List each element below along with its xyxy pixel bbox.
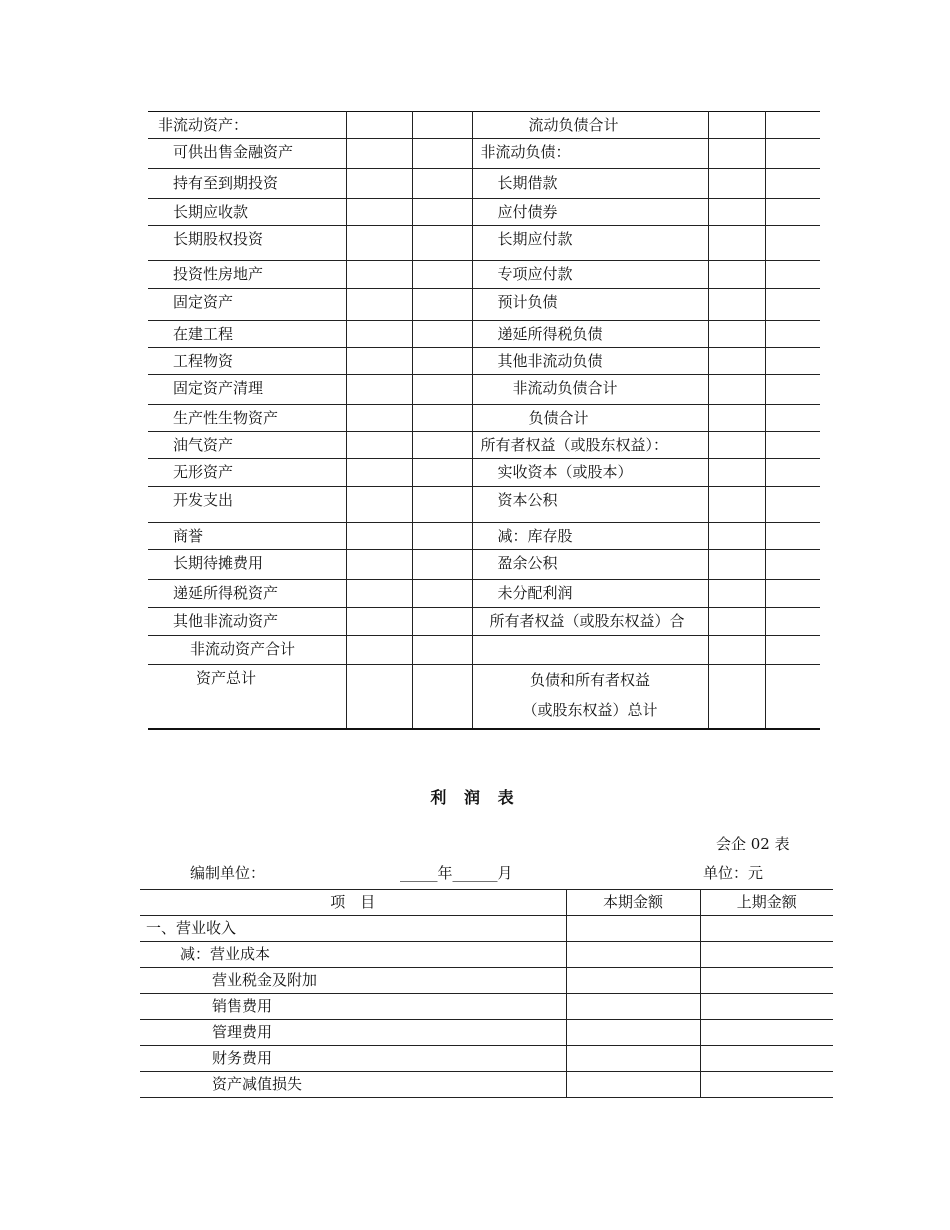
table-row (140, 1046, 833, 1072)
liability-item: 非流动负债： (472, 139, 708, 169)
line-item: 销售费用 (140, 994, 566, 1020)
page-title: 利 润 表 (430, 788, 520, 807)
asset-item: 资产总计 (148, 665, 346, 729)
line-item: 资产减值损失 (140, 1072, 566, 1098)
liability-item: 递延所得税负债 (472, 321, 708, 348)
liability-item: 流动负债合计 (472, 112, 708, 139)
liability-item: 减：库存股 (472, 523, 708, 550)
liability-item: 负债合计 (472, 405, 708, 432)
preparing-unit-label: 编制单位： (190, 864, 266, 882)
asset-item: 生产性生物资产 (148, 405, 346, 432)
table-row (148, 636, 820, 665)
table-row (140, 994, 833, 1020)
table-row (148, 523, 820, 550)
line-item: 一、营业收入 (140, 916, 566, 942)
table-row (148, 459, 820, 487)
table-row (148, 289, 820, 321)
liability-item: 所有者权益（或股东权益）合 (472, 608, 708, 636)
liability-item: 其他非流动负债 (472, 348, 708, 375)
period-field: _____年______月 (400, 864, 513, 882)
asset-item: 其他非流动资产 (148, 608, 346, 636)
table-row (148, 375, 820, 405)
liability-item: 长期借款 (472, 169, 708, 199)
asset-item: 工程物资 (148, 348, 346, 375)
asset-item: 非流动资产合计 (148, 636, 346, 665)
liability-item: 长期应付款 (472, 226, 708, 261)
table-row (148, 405, 820, 432)
table-row (140, 1020, 833, 1046)
liability-item (472, 636, 708, 665)
line-item: 财务费用 (140, 1046, 566, 1072)
asset-item: 可供出售金融资产 (148, 139, 346, 169)
liability-item: 专项应付款 (472, 261, 708, 289)
table-row (140, 942, 833, 968)
table-row (148, 261, 820, 289)
asset-item: 长期待摊费用 (148, 550, 346, 580)
asset-item: 长期应收款 (148, 199, 346, 226)
total-line-2: （或股东权益）总计 (522, 701, 658, 719)
income-statement-table (140, 889, 833, 1098)
total-line-1: 负债和所有者权益 (529, 671, 650, 689)
asset-item: 固定资产清理 (148, 375, 346, 405)
liability-item (472, 665, 708, 729)
table-row (148, 580, 820, 608)
table-row (140, 1072, 833, 1098)
table-row (148, 608, 820, 636)
table-row (148, 199, 820, 226)
table-row (148, 321, 820, 348)
table-row (148, 665, 820, 729)
table-row (148, 432, 820, 459)
form-number: 会企 02 表 (716, 835, 790, 853)
asset-item: 无形资产 (148, 459, 346, 487)
line-item: 管理费用 (140, 1020, 566, 1046)
asset-item: 持有至到期投资 (148, 169, 346, 199)
asset-item: 递延所得税资产 (148, 580, 346, 608)
liability-item: 所有者权益（或股东权益）： (472, 432, 708, 459)
table-row (148, 169, 820, 199)
liability-item: 实收资本（或股本） (472, 459, 708, 487)
asset-item: 开发支出 (148, 487, 346, 523)
table-row (148, 550, 820, 580)
table-row (148, 226, 820, 261)
liability-item: 预计负债 (472, 289, 708, 321)
table-row (148, 139, 820, 169)
table-row (148, 348, 820, 375)
liability-item: 盈余公积 (472, 550, 708, 580)
line-item: 减：营业成本 (140, 942, 566, 968)
line-item: 营业税金及附加 (140, 968, 566, 994)
liability-item: 非流动负债合计 (472, 375, 708, 405)
asset-item: 投资性房地产 (148, 261, 346, 289)
asset-item: 非流动资产： (148, 112, 346, 139)
table-header-row (140, 890, 833, 916)
liability-item: 未分配利润 (472, 580, 708, 608)
table-row (140, 916, 833, 942)
asset-item: 固定资产 (148, 289, 346, 321)
table-row (148, 487, 820, 523)
liability-item: 资本公积 (472, 487, 708, 523)
asset-item: 商誉 (148, 523, 346, 550)
currency-unit: 单位：元 (703, 864, 764, 882)
balance-sheet-table (148, 111, 820, 730)
column-header-prior: 上期金额 (700, 890, 833, 916)
asset-item: 油气资产 (148, 432, 346, 459)
asset-item: 在建工程 (148, 321, 346, 348)
table-row (140, 968, 833, 994)
table-row (148, 112, 820, 139)
column-header-current: 本期金额 (566, 890, 700, 916)
asset-item: 长期股权投资 (148, 226, 346, 261)
liability-item: 应付债券 (472, 199, 708, 226)
column-header-item: 项 目 (140, 890, 566, 916)
